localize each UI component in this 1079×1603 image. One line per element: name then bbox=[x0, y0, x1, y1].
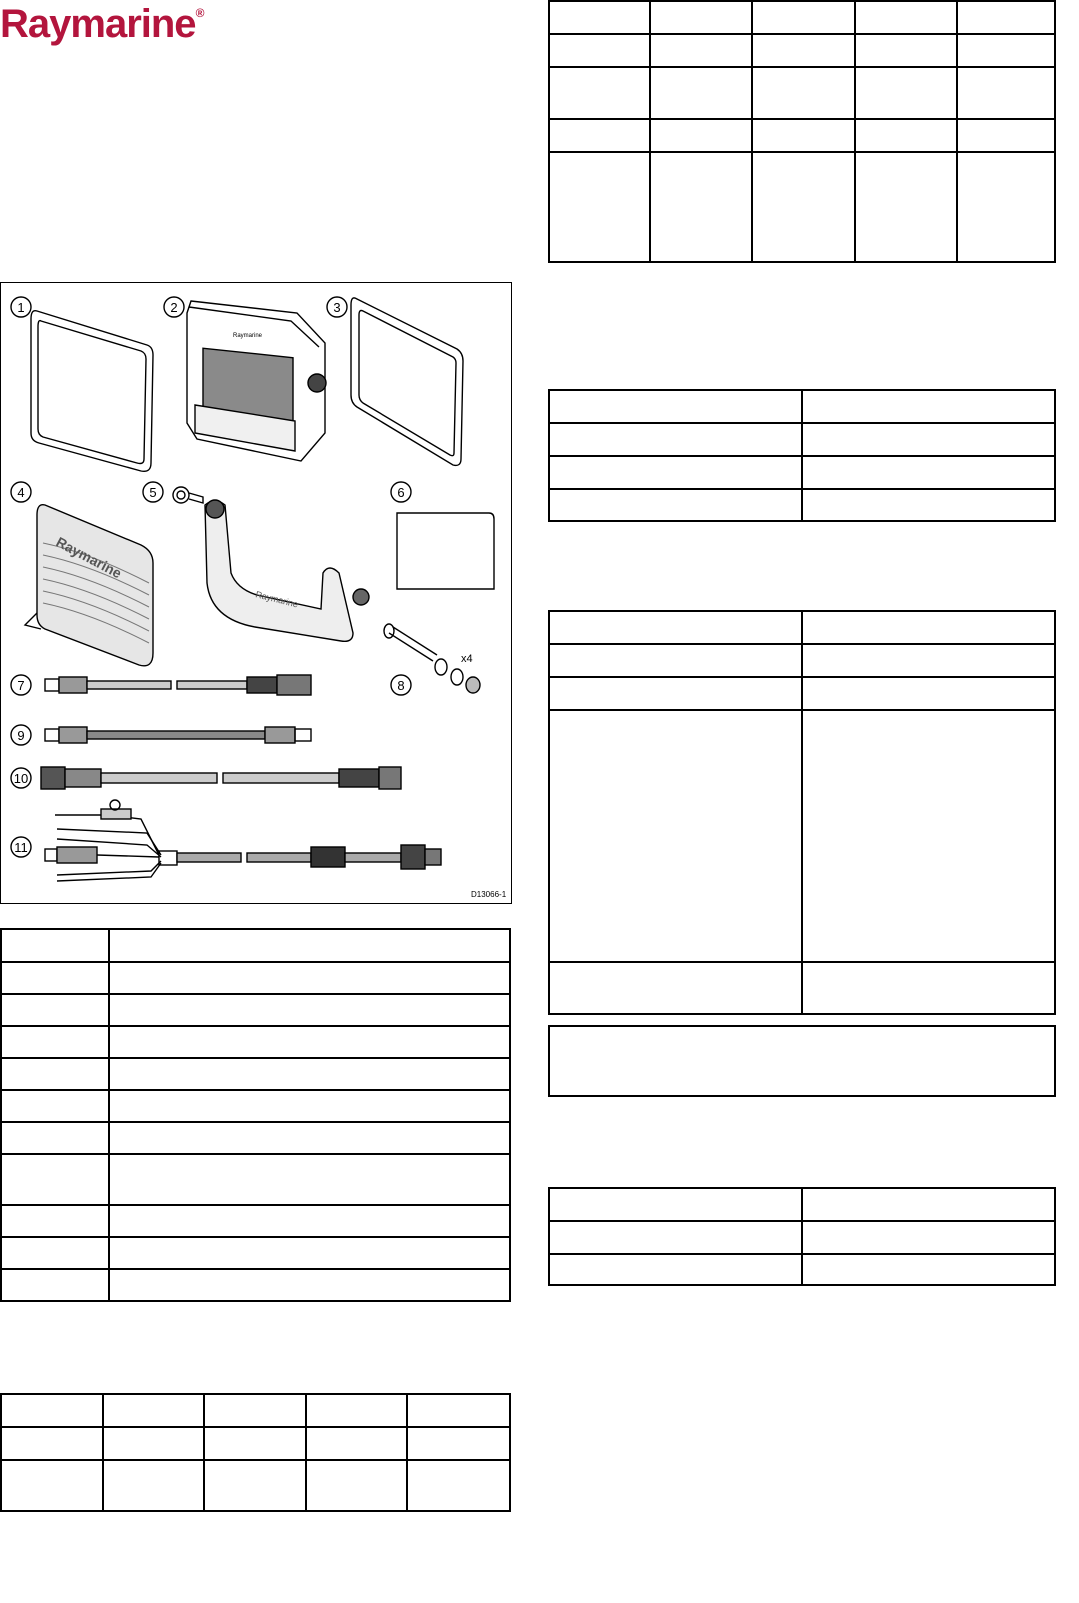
table-row bbox=[549, 456, 1055, 489]
table-row bbox=[549, 152, 1055, 262]
svg-text:7: 7 bbox=[17, 678, 25, 693]
table-row bbox=[549, 611, 1055, 644]
sun-cover-part bbox=[25, 505, 153, 666]
cable-11-part bbox=[45, 800, 441, 881]
table-row bbox=[1, 1460, 510, 1511]
table-right-4 bbox=[548, 1187, 1056, 1286]
cable-10-part bbox=[41, 767, 401, 789]
display-unit-part bbox=[187, 301, 326, 461]
brand-mark: ® bbox=[195, 6, 204, 20]
table-row bbox=[1, 1154, 510, 1205]
svg-text:10: 10 bbox=[13, 771, 29, 786]
svg-text:5: 5 bbox=[149, 485, 157, 500]
table-row bbox=[549, 1026, 1055, 1096]
callout-6 bbox=[391, 482, 411, 502]
note-box bbox=[548, 1025, 1056, 1097]
table-row bbox=[549, 489, 1055, 521]
bezel-part bbox=[31, 311, 153, 472]
bracket-part bbox=[205, 500, 369, 641]
cable-7-part bbox=[45, 675, 311, 695]
raymarine-logo bbox=[0, 2, 203, 47]
table-row bbox=[1, 994, 510, 1026]
gasket-part bbox=[351, 298, 463, 466]
table-row bbox=[1, 929, 510, 962]
table-row bbox=[1, 1122, 510, 1154]
cover-label: Raymarine bbox=[53, 533, 125, 582]
document-part bbox=[397, 513, 494, 589]
table-row bbox=[549, 644, 1055, 677]
parts-illustration bbox=[0, 282, 512, 904]
svg-text:3: 3 bbox=[333, 300, 341, 315]
table-row bbox=[549, 390, 1055, 423]
table-row bbox=[549, 423, 1055, 456]
callout-2 bbox=[164, 297, 184, 317]
table-row bbox=[549, 1254, 1055, 1285]
table-row bbox=[549, 119, 1055, 152]
table-row bbox=[549, 34, 1055, 67]
table-row bbox=[1, 1427, 510, 1460]
svg-text:11: 11 bbox=[14, 840, 28, 855]
table-row bbox=[1, 1090, 510, 1122]
knob-part bbox=[173, 487, 203, 503]
callout-8 bbox=[391, 675, 411, 695]
callout-9 bbox=[11, 725, 31, 745]
bracket-label: Raymarine bbox=[254, 589, 300, 610]
table-row bbox=[549, 962, 1055, 1014]
brand-name: Raymarine bbox=[0, 2, 196, 46]
svg-text:4: 4 bbox=[17, 485, 25, 500]
callout-3 bbox=[327, 297, 347, 317]
quantity-note: x4 bbox=[461, 653, 473, 665]
callout-10 bbox=[11, 768, 31, 788]
callout-4 bbox=[11, 482, 31, 502]
figure-ref: D13066-1 bbox=[471, 890, 507, 899]
table-row bbox=[549, 710, 1055, 962]
table-row bbox=[549, 1188, 1055, 1221]
svg-text:6: 6 bbox=[397, 485, 405, 500]
callout-1 bbox=[11, 297, 31, 317]
device-label: Raymarine bbox=[233, 333, 263, 339]
table-top-right bbox=[548, 0, 1056, 263]
table-row bbox=[1, 1026, 510, 1058]
svg-text:2: 2 bbox=[170, 300, 178, 315]
callout-7 bbox=[11, 675, 31, 695]
svg-text:1: 1 bbox=[17, 300, 25, 315]
table-right-2 bbox=[548, 389, 1056, 522]
table-row bbox=[1, 1394, 510, 1427]
table-row bbox=[1, 1205, 510, 1237]
parts-list-table bbox=[0, 928, 511, 1302]
table-bottom-left bbox=[0, 1393, 511, 1512]
table-row bbox=[1, 1269, 510, 1301]
table-row bbox=[549, 677, 1055, 710]
callout-11 bbox=[11, 837, 31, 857]
table-row bbox=[549, 1221, 1055, 1254]
table-row bbox=[549, 67, 1055, 119]
table-row bbox=[1, 1058, 510, 1090]
svg-text:8: 8 bbox=[397, 678, 405, 693]
table-right-3 bbox=[548, 610, 1056, 1015]
cable-9-part bbox=[45, 727, 311, 743]
table-row bbox=[1, 962, 510, 994]
callout-5 bbox=[143, 482, 163, 502]
table-row bbox=[1, 1237, 510, 1269]
svg-text:9: 9 bbox=[17, 728, 25, 743]
table-row bbox=[549, 1, 1055, 34]
